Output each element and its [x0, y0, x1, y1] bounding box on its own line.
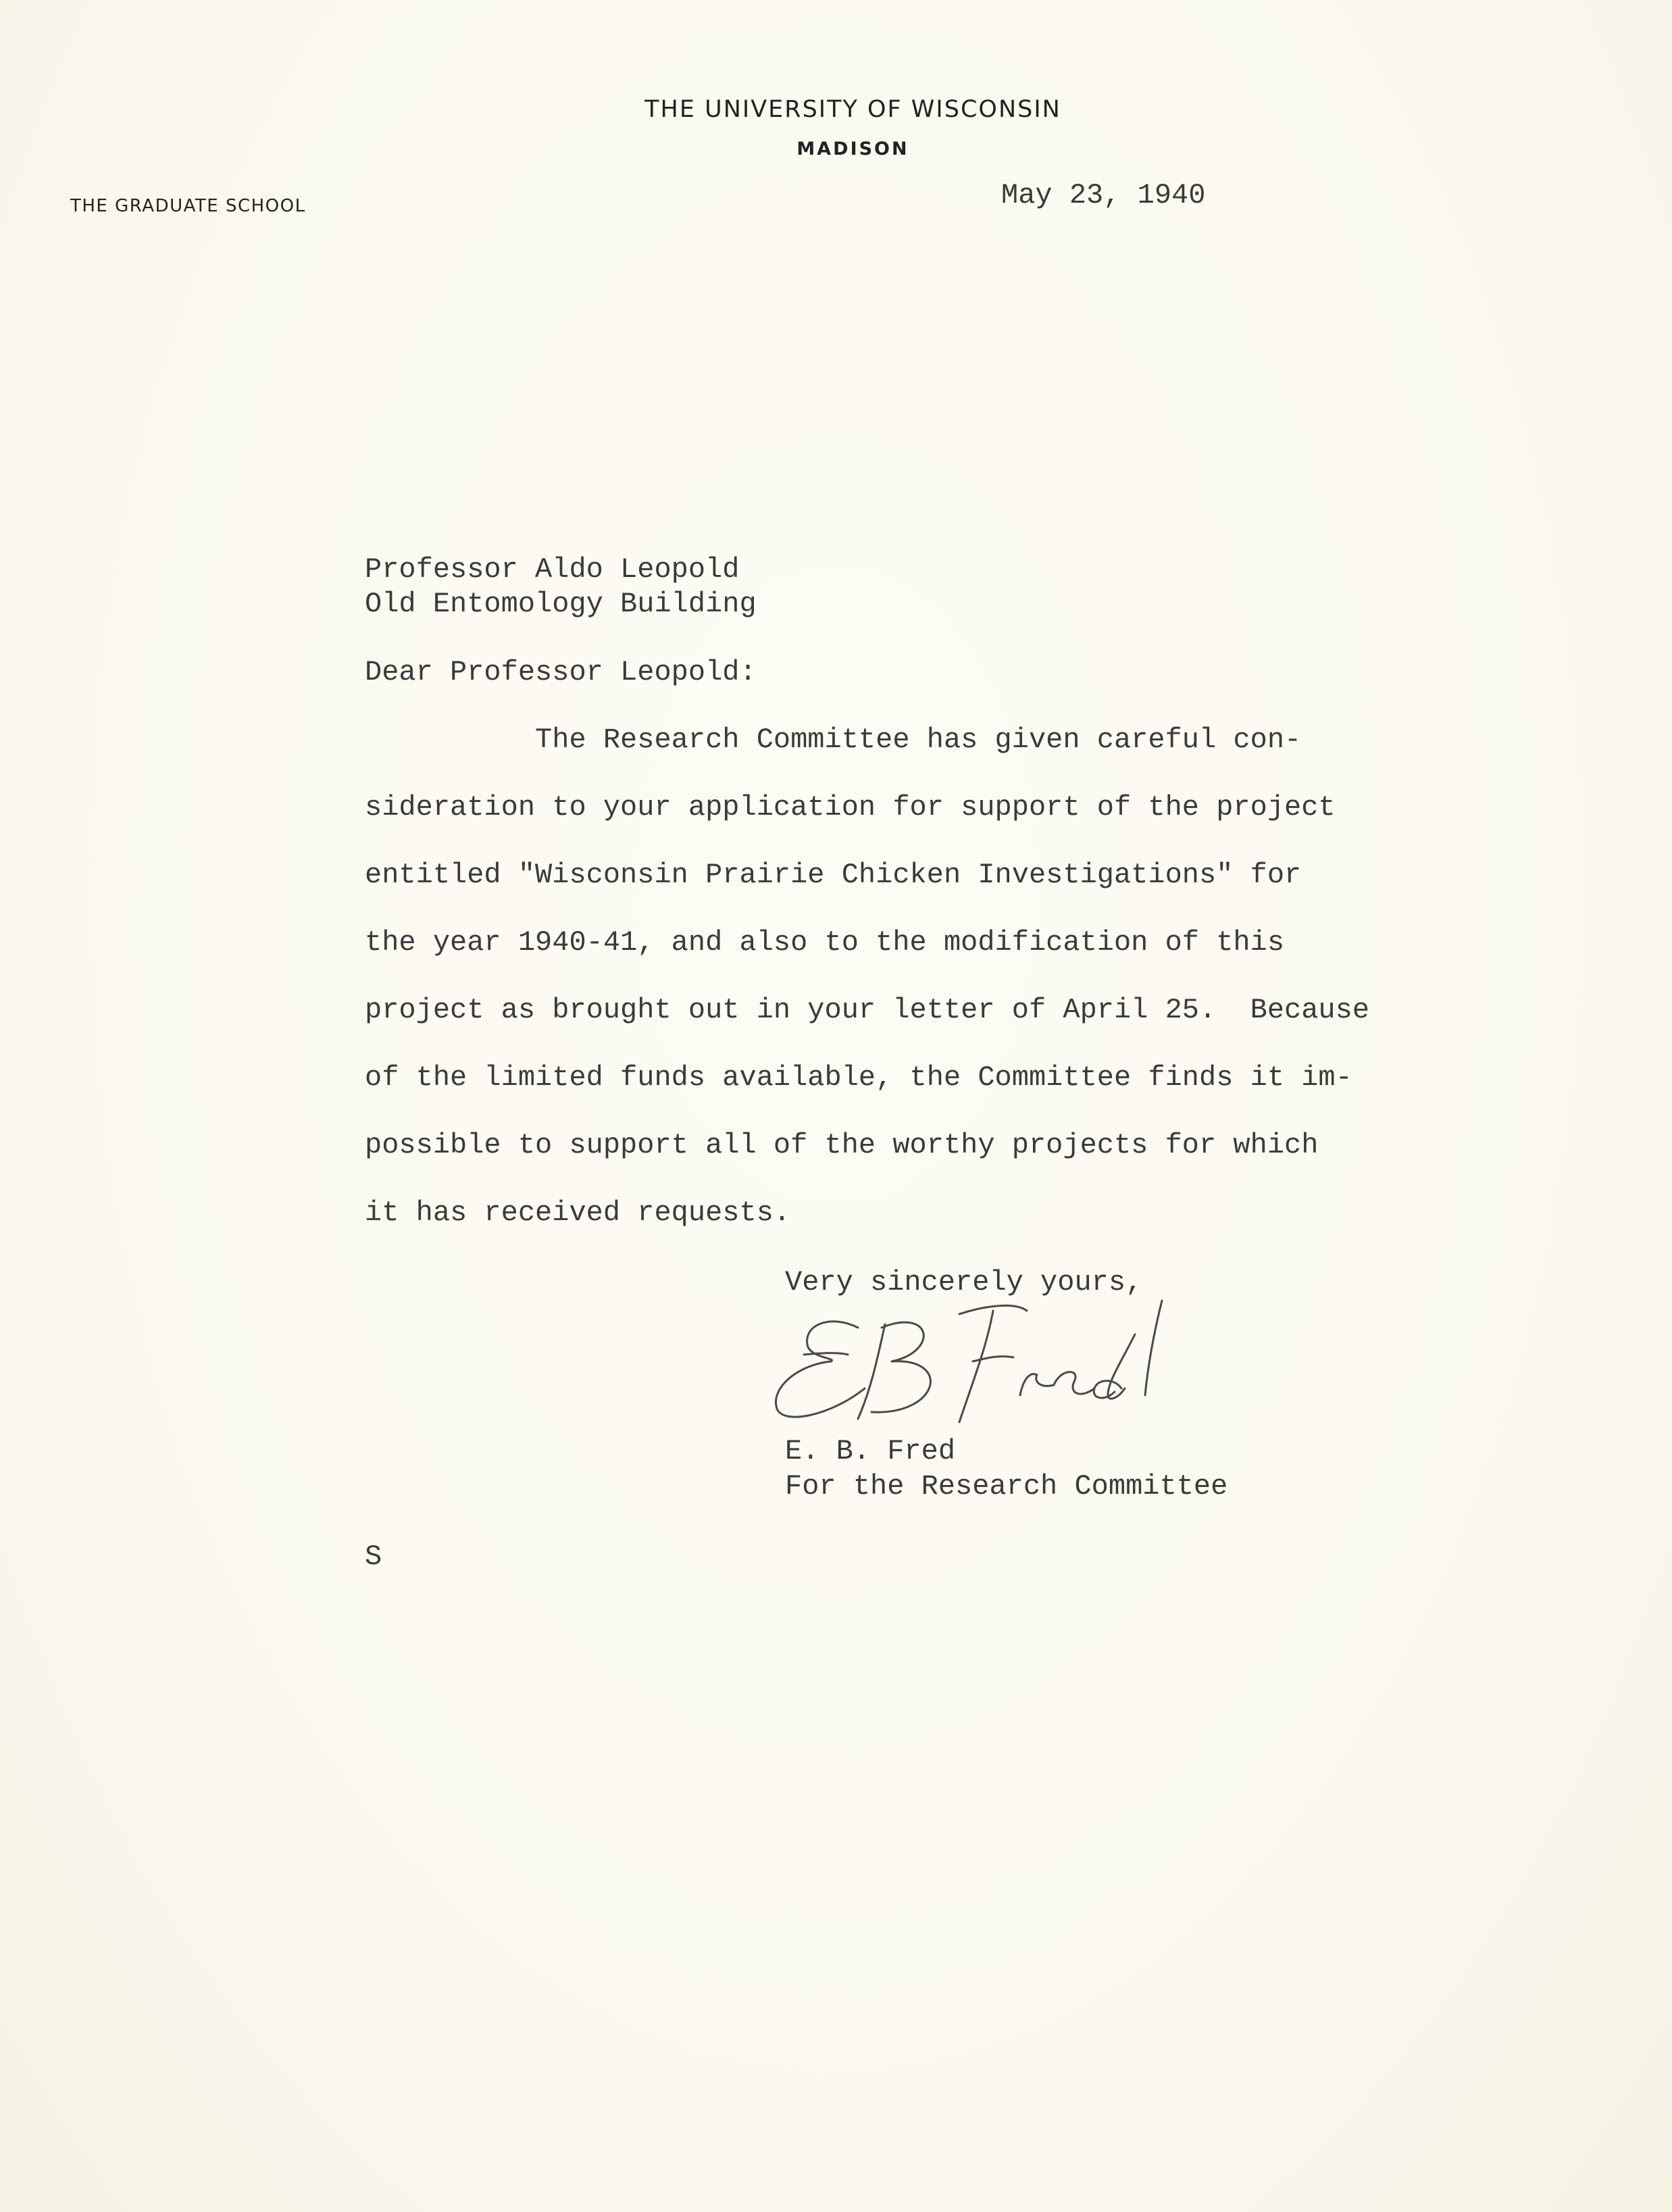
- recipient-name: Professor Aldo Leopold: [365, 553, 740, 586]
- letterhead-city: MADISON: [796, 139, 909, 159]
- body-line: it has received requests.: [365, 1197, 791, 1229]
- recipient-address: Old Entomology Building: [365, 588, 757, 620]
- body-line: of the limited funds available, the Committee finds it im-: [365, 1061, 1352, 1094]
- body-line: project as brought out in your letter of April 25. Because: [365, 994, 1370, 1026]
- letterhead-department: THE GRADUATE SCHOOL: [70, 196, 306, 216]
- letter-date: May 23, 1940: [1001, 179, 1206, 211]
- body-line: entitled "Wisconsin Prairie Chicken Investigations" for: [365, 859, 1302, 891]
- body-line: sideration to your application for support of the project: [365, 791, 1336, 824]
- signer-name: E. B. Fred: [785, 1435, 956, 1467]
- closing: Very sincerely yours,: [785, 1266, 1143, 1299]
- letterhead-university: THE UNIVERSITY OF WISCONSIN: [644, 96, 1061, 123]
- body-line: possible to support all of the worthy projects for which: [365, 1129, 1319, 1161]
- typist-initials: S: [365, 1540, 382, 1573]
- salutation: Dear Professor Leopold:: [365, 656, 757, 688]
- signer-title: For the Research Committee: [785, 1470, 1228, 1503]
- body-line: The Research Committee has given careful con-: [365, 724, 1302, 756]
- body-line: the year 1940-41, and also to the modification of this: [365, 926, 1285, 959]
- handwritten-signature: [757, 1287, 1189, 1429]
